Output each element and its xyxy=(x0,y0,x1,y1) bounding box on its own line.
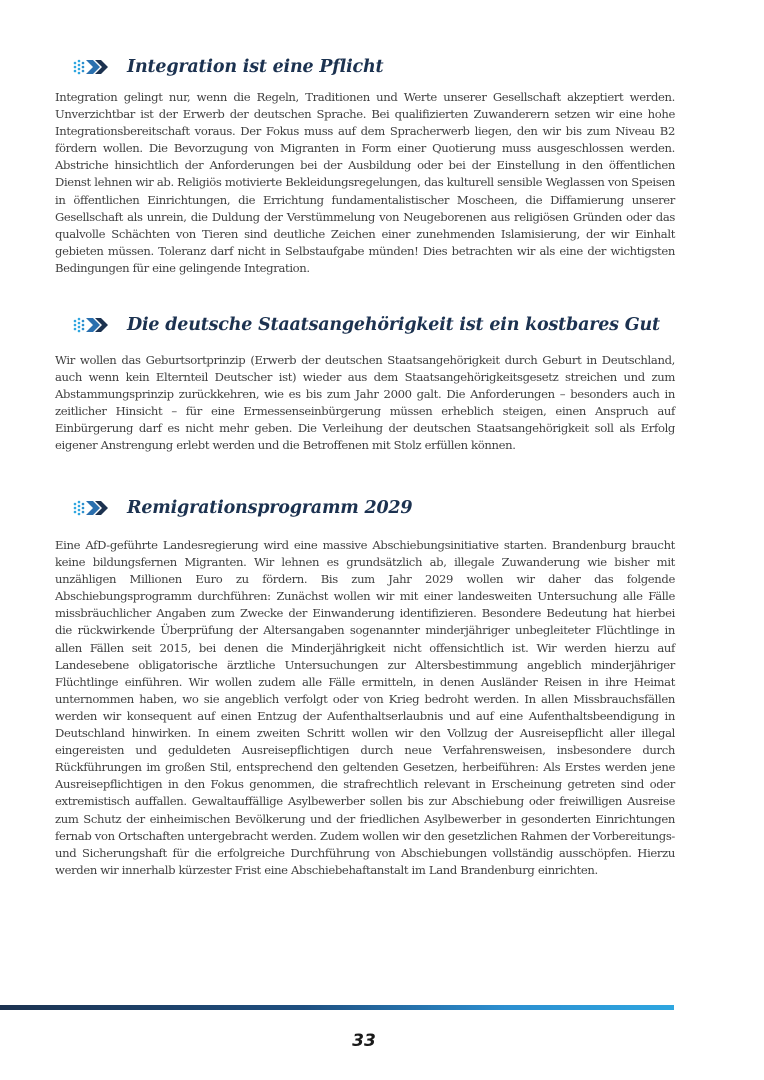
section-title: Remigrationsprogramm 2029 xyxy=(127,498,413,518)
double-chevron-right-icon xyxy=(73,59,109,75)
section-integration xyxy=(55,53,675,277)
footer-gradient-bar xyxy=(0,1005,674,1010)
section-body: Integration gelingt nur, wenn die Regeln, Traditionen und Werte unserer Gesellschaft akzeptiert werden. Unverzichtbar ist der Erwerb der deutschen Sprache. Bei qualifizierten Zuwanderern setzen wir eine hohe Integrationsbereitschaft voraus. Der Fokus muss auf dem Spracherwerb liegen, den wir bis zum Niveau B2 fördern wollen. Die Bevorzugung von Migranten in Form einer Quotierung muss ausgeschlossen werden. Abstriche hinsichtlich der Anforderungen bei der Ausbildung oder bei der Einstellung in den öffentlichen Dienst lehnen wir ab. Religiös motivierte Bekleidungsregelungen, das kulturell sensible Weglassen von Speisen in öffentlichen Einrichtungen, die Errichtung fundamentalistischer Moscheen, die Diffamierung unserer Gesellschaft als unrein, die Duldung der Verstümmelung von Neugeborenen aus religiösen Gründen oder das qualvolle Schächten von Tieren sind deutliche Zeichen einer zunehmenden Islamisierung, der wir Einhalt gebieten müssen. Toleranz darf nicht in Selbstaufgabe münden! Dies betrachten wir als eine der wichtigsten Bedingungen für eine gelingende Integration. xyxy=(55,90,675,275)
section-body: Eine AfD-geführte Landesregierung wird eine massive Abschiebungsinitiative starten. Brandenburg braucht keine bildungsfernen Migranten. Wir lehnen es grundsätzlich ab, illegale Zuwanderung wie bisher mit unzähligen Millionen Euro zu fördern. Bis zum Jahr 2029 wollen wir daher das folgende Abschiebungsprogramm durchführen: Zunächst wollen wir mit einer landesweiten Untersuchung alle Fälle missbräuchlicher Angaben zum Zwecke der Einwanderung identifizieren. Besondere Bedeutung hat hierbei die rückwirkende Überprüfung der Altersangaben sogenannter minderjähriger unbegleiteter Flüchtlinge in allen Fällen seit 2015, bei denen die Minderjährigkeit nicht offensichtlich ist. Wir werden hierzu auf Landesebene obligatorische ärztliche Untersuchungen zur Altersbestimmung angeblich minderjähriger Flüchtlinge einführen. Wir wollen zudem alle Fälle ermitteln, in denen Ausländer Reisen in ihre Heimat unternommen haben, wo sie angeblich verfolgt oder von Krieg bedroht werden. In allen Missbrauchsfällen werden wir konsequent auf einen Entzug der Aufenthaltserlaubnis und auf eine Aufenthaltsbeendigung in Deutschland hinwirken. In einem zweiten Schritt wollen wir den Vollzug der Ausreisepflicht aller illegal eingereisten und geduldeten Ausreisepflichtigen durch neue Verfahrensweisen, insbesondere durch Rückführungen im großen Stil, entsprechend den geltenden Gesetzen, herbeiführen: Als Erstes werden jene Ausreisepflichtigen in den Fokus genommen, die strafrechtlich relevant in Erscheinung getreten sind oder extremistisch auffallen. Gewaltauffällige Asylbewerber sollen bis zur Abschiebung oder freiwilligen Ausreise zum Schutz der einheimischen Bevölkerung und der friedlichen Asylbewerber in gesonderten Einrichtungen fernab von Ortschaften untergebracht werden. Zudem wollen wir den gesetzlichen Rahmen der Vorbereitungs- und Sicherungshaft für die erfolgreiche Durchführung von Abschiebungen vollständig ausschöpfen. Hierzu werden wir innerhalb kürzester Frist eine Abschiebehaftanstalt im Land Brandenburg einrichten. xyxy=(55,538,675,877)
section-remigration xyxy=(55,494,675,879)
section-title: Integration ist eine Pflicht xyxy=(127,57,384,77)
double-chevron-right-icon xyxy=(73,317,109,333)
section-heading xyxy=(73,311,675,339)
double-chevron-right-icon xyxy=(73,500,109,516)
page-number: 33 xyxy=(352,1031,376,1051)
section-title: Die deutsche Staatsangehörigkeit ist ein kostbares Gut xyxy=(127,315,660,335)
section-staatsangehoerigkeit xyxy=(55,311,675,455)
section-heading xyxy=(73,494,675,522)
section-heading xyxy=(73,53,675,81)
section-body: Wir wollen das Geburtsortprinzip (Erwerb der deutschen Staatsangehörigkeit durch Geburt in Deutschland, auch wenn kein Elternteil Deutscher ist) wieder aus dem Staatsangehörigkeitsgesetz streichen und zum Abstammungsprinzip zurückkehren, wie es bis zum Jahr 2000 galt. Die Anforderungen – besonders auch in zeitlicher Hinsicht – für eine Ermessenseinbürgerung müssen erheblich steigen, einen Anspruch auf Einbürgerung darf es nicht mehr geben. Die Verleihung der deutschen Staatsangehörigkeit soll als Erfolg eigener Anstrengung erlebt werden und die Betroffenen mit Stolz erfüllen können. xyxy=(55,353,675,453)
